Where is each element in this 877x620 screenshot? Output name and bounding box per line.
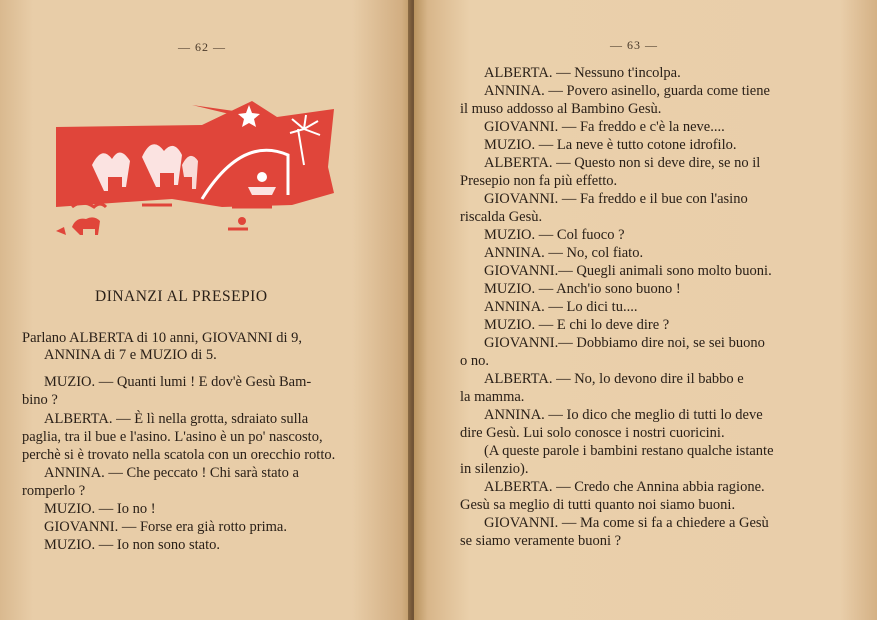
text-line: Presepio non fa più effetto. — [460, 173, 618, 189]
text-line: il muso addosso al Bambino Gesù. — [460, 101, 662, 117]
text-line: MUZIO. — Anch'io sono buono ! — [484, 281, 681, 297]
text-line: ANNINA di 7 e MUZIO di 5. — [44, 347, 217, 363]
text-line: ALBERTA. — Credo che Annina abbia ragione. — [484, 479, 765, 495]
text-line: riscalda Gesù. — [460, 209, 543, 225]
text-line: ANNINA. — Povero asinello, guarda come tiene — [484, 83, 770, 99]
right-page — [414, 0, 877, 620]
text-line: MUZIO. — Io no ! — [44, 501, 156, 517]
text-line: GIOVANNI.— Quegli animali sono molto buoni. — [484, 263, 772, 279]
text-line: GIOVANNI. — Forse era già rotto prima. — [44, 519, 287, 535]
text-line: Parlano ALBERTA di 10 anni, GIOVANNI di 9, — [22, 330, 303, 346]
text-line: se siamo veramente buoni ? — [460, 533, 622, 549]
text-line: ALBERTA. — No, lo devono dire il babbo e — [484, 371, 744, 387]
text-line: MUZIO. — Quanti lumi ! E dov'è Gesù Bam- — [44, 374, 312, 390]
text-line: bino ? — [22, 392, 58, 408]
text-line: ANNINA. — Che peccato ! Chi sarà stato a — [44, 465, 299, 481]
left-page — [0, 0, 414, 620]
text-line: GIOVANNI. — Fa freddo e il bue con l'asino — [484, 191, 748, 207]
text-line: ANNINA. — Lo dici tu.... — [484, 299, 638, 315]
text-line: ALBERTA. — Nessuno t'incolpa. — [484, 65, 681, 81]
text-line: MUZIO. — Col fuoco ? — [484, 227, 625, 243]
text-line: MUZIO. — E chi lo deve dire ? — [484, 317, 670, 333]
text-line: GIOVANNI.— Dobbiamo dire noi, se sei buono — [484, 335, 765, 351]
text-line: dire Gesù. Lui solo conosce i nostri cuoricini. — [460, 425, 725, 441]
text-line: ALBERTA. — È lì nella grotta, sdraiato sulla — [44, 411, 309, 427]
stage-direction: (A queste parole i bambini restano qualche istante — [484, 443, 774, 459]
text-line: paglia, tra il bue e l'asino. L'asino è un po' nascosto, — [22, 429, 323, 445]
text-line: perchè si è trovato nella scatola con un orecchio rotto. — [22, 447, 336, 463]
text-line: ALBERTA. — Questo non si deve dire, se no il — [484, 155, 761, 171]
text-line: MUZIO. — Io non sono stato. — [44, 537, 221, 553]
text-line: romperlo ? — [22, 483, 86, 499]
text-line: ANNINA. — Io dico che meglio di tutti lo deve — [484, 407, 763, 423]
text-line: GIOVANNI. — Ma come si fa a chiedere a Gesù — [484, 515, 769, 531]
text-line: o no. — [460, 353, 489, 369]
text-line: Gesù sa meglio di tutti quanto noi siamo buoni. — [460, 497, 736, 513]
text-line: la mamma. — [460, 389, 525, 405]
stage-direction: in silenzio). — [460, 461, 529, 477]
text-line: MUZIO. — La neve è tutto cotone idrofilo. — [484, 137, 737, 153]
play-title: DINANZI AL PRESEPIO — [95, 288, 268, 305]
text-line: GIOVANNI. — Fa freddo e c'è la neve.... — [484, 119, 725, 135]
page-number-left: — 62 — — [178, 40, 226, 54]
page-number-right: — 63 — — [610, 38, 658, 52]
text-line: ANNINA. — No, col fiato. — [484, 245, 644, 261]
nativity-illustration — [52, 95, 334, 245]
